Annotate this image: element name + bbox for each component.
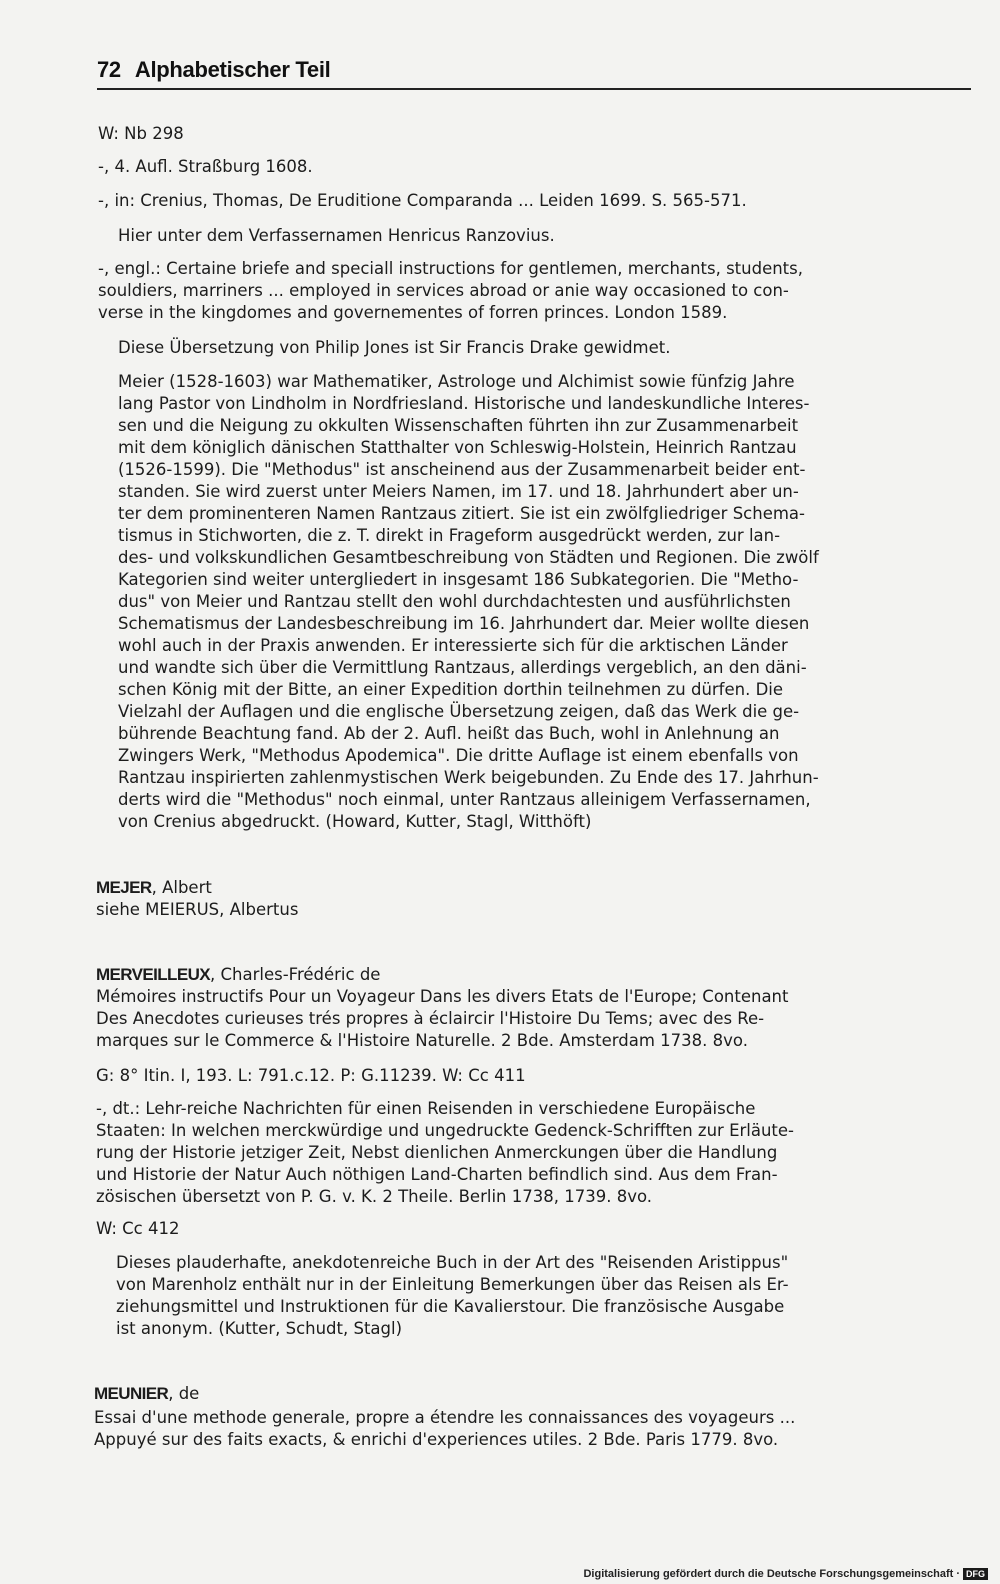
section-title: Alphabetischer Teil — [134, 57, 331, 82]
text-line: verse in the kingdomes and governementes of forren princes. London 1589. — [98, 303, 728, 322]
text-line: Essai d'une methode generale, propre a étendre les connaissances des voyageurs ... — [94, 1408, 796, 1427]
page-number: 72 — [97, 57, 121, 82]
headword-rest: , Albert — [151, 878, 212, 897]
footer-credit — [583, 1568, 988, 1580]
text-line: Schematismus der Landesbeschreibung im 16. Jahrhundert dar. Meier wollte diesen — [118, 614, 810, 633]
text-line: rung der Historie jetziger Zeit, Nebst dienlichen Anmerckungen über die Handlung — [96, 1143, 778, 1162]
text-line: Mémoires instructifs Pour un Voyageur Dans les divers Etats de l'Europe; Contenant — [96, 987, 789, 1006]
text-line: schen König mit der Bitte, an einer Expedition dorthin teilnehmen zu dürfen. Die — [118, 680, 784, 699]
text-line: standen. Sie wird zuerst unter Meiers Namen, im 17. und 18. Jahrhundert aber un- — [118, 482, 799, 501]
text-line: Des Anecdotes curieuses trés propres à éclaircir l'Histoire Du Tems; avec des Re- — [96, 1009, 765, 1028]
text-line: siehe MEIERUS, Albertus — [96, 900, 299, 919]
text-line: und Historie der Natur Auch nöthigen Land-Charten befindlich sind. Aus dem Fran- — [96, 1165, 778, 1184]
headword: MEJER — [96, 878, 152, 897]
text-line: ziehungsmittel und Instruktionen für die Kavalierstour. Die französische Ausgabe — [116, 1297, 785, 1316]
text-line: Vielzahl der Auflagen und die englische Übersetzung zeigen, daß das Werk die ge- — [118, 702, 800, 721]
text-line: und wandte sich über die Vermittlung Rantzaus, allerdings vergeblich, an den däni- — [118, 658, 807, 677]
headword: MEUNIER — [94, 1384, 169, 1403]
text-line: derts wird die "Methodus" noch einmal, unter Rantzaus alleinigem Verfassernamen, — [118, 790, 811, 809]
dfg-logo: DFG — [963, 1568, 988, 1580]
text-line: ist anonym. (Kutter, Schudt, Stagl) — [116, 1319, 403, 1338]
entry-heading — [96, 878, 212, 898]
text-line: mit dem königlich dänischen Statthalter von Schleswig-Holstein, Heinrich Rantzau — [118, 438, 797, 457]
text-line: Meier (1528-1603) war Mathematiker, Astrologe und Alchimist sowie fünfzig Jahre — [118, 372, 795, 391]
text-line: wohl auch in der Praxis anwenden. Er interessierte sich für die arktischen Länder — [118, 636, 788, 655]
page-header — [97, 56, 971, 90]
headword: MERVEILLEUX — [96, 965, 210, 984]
text-line: G: 8° Itin. I, 193. L: 791.c.12. P: G.11239. W: Cc 411 — [96, 1066, 526, 1085]
entry-heading — [94, 1384, 199, 1404]
headword-rest: , Charles-Frédéric de — [210, 965, 381, 984]
text-line: des- und volkskundlichen Gesamtbeschreibung von Städten und Regionen. Die zwölf — [118, 548, 819, 567]
text-line: lang Pastor von Lindholm in Nordfriesland. Historische und landeskundliche Interes- — [118, 394, 810, 413]
text-line: Kategorien sind weiter untergliedert in insgesamt 186 Subkategorien. Die "Metho- — [118, 570, 799, 589]
text-line: Staaten: In welchen merckwürdige und ungedruckte Gedenck-Schrifften zur Erläute- — [96, 1121, 795, 1140]
headword-rest: , de — [168, 1384, 200, 1403]
text-line: W: Cc 412 — [96, 1219, 180, 1238]
text-line: Appuyé sur des faits exacts, & enrichi d'experiences utiles. 2 Bde. Paris 1779. 8vo. — [94, 1430, 779, 1449]
text-line: Dieses plauderhafte, anekdotenreiche Buch in der Art des "Reisenden Aristippus" — [116, 1253, 789, 1272]
text-line: Rantzau inspirierten zahlenmystischen Werk beigebunden. Zu Ende des 17. Jahrhun- — [118, 768, 819, 787]
text-line: dus" von Meier und Rantzau stellt den wohl durchdachtesten und ausführlichsten — [118, 592, 791, 611]
text-line: -, 4. Aufl. Straßburg 1608. — [98, 157, 313, 176]
text-line: von Crenius abgedruckt. (Howard, Kutter, Stagl, Witthöft) — [118, 812, 592, 831]
footer-text: Digitalisierung gefördert durch die Deutsche Forschungsgemeinschaft · — [583, 1567, 960, 1580]
text-line: tismus in Stichworten, die z. T. direkt in Frageform ausgedrückt werden, zur lan- — [118, 526, 781, 545]
text-line: -, engl.: Certaine briefe and speciall instructions for gentlemen, merchants, students, — [98, 259, 803, 278]
text-line: W: Nb 298 — [98, 124, 184, 143]
text-line: von Marenholz enthält nur in der Einleitung Bemerkungen über das Reisen als Er- — [116, 1275, 789, 1294]
text-line: bührende Beachtung fand. Ab der 2. Aufl. heißt das Buch, wohl in Anlehnung an — [118, 724, 780, 743]
text-line: (1526-1599). Die "Methodus" ist anscheinend aus der Zusammenarbeit beider ent- — [118, 460, 806, 479]
text-line: -, in: Crenius, Thomas, De Eruditione Comparanda ... Leiden 1699. S. 565-571. — [98, 191, 747, 210]
entry-heading — [96, 965, 380, 985]
text-line: -, dt.: Lehr-reiche Nachrichten für einen Reisenden in verschiedene Europäische — [96, 1099, 756, 1118]
text-line: Hier unter dem Verfassernamen Henricus Ranzovius. — [118, 226, 555, 245]
text-line: souldiers, marriners ... employed in services abroad or anie way occasioned to con- — [98, 281, 789, 300]
text-line: zösischen übersetzt von P. G. v. K. 2 Theile. Berlin 1738, 1739. 8vo. — [96, 1187, 653, 1206]
text-line: Zwingers Werk, "Methodus Apodemica". Die dritte Auflage ist einem ebenfalls von — [118, 746, 799, 765]
text-line: ter dem prominenteren Namen Rantzaus zitiert. Sie ist ein zwölfgliedriger Schema- — [118, 504, 805, 523]
text-line: marques sur le Commerce & l'Histoire Naturelle. 2 Bde. Amsterdam 1738. 8vo. — [96, 1031, 748, 1050]
text-line: Diese Übersetzung von Philip Jones ist Sir Francis Drake gewidmet. — [118, 338, 671, 357]
text-line: sen und die Neigung zu okkulten Wissenschaften führten ihn zur Zusammenarbeit — [118, 416, 799, 435]
